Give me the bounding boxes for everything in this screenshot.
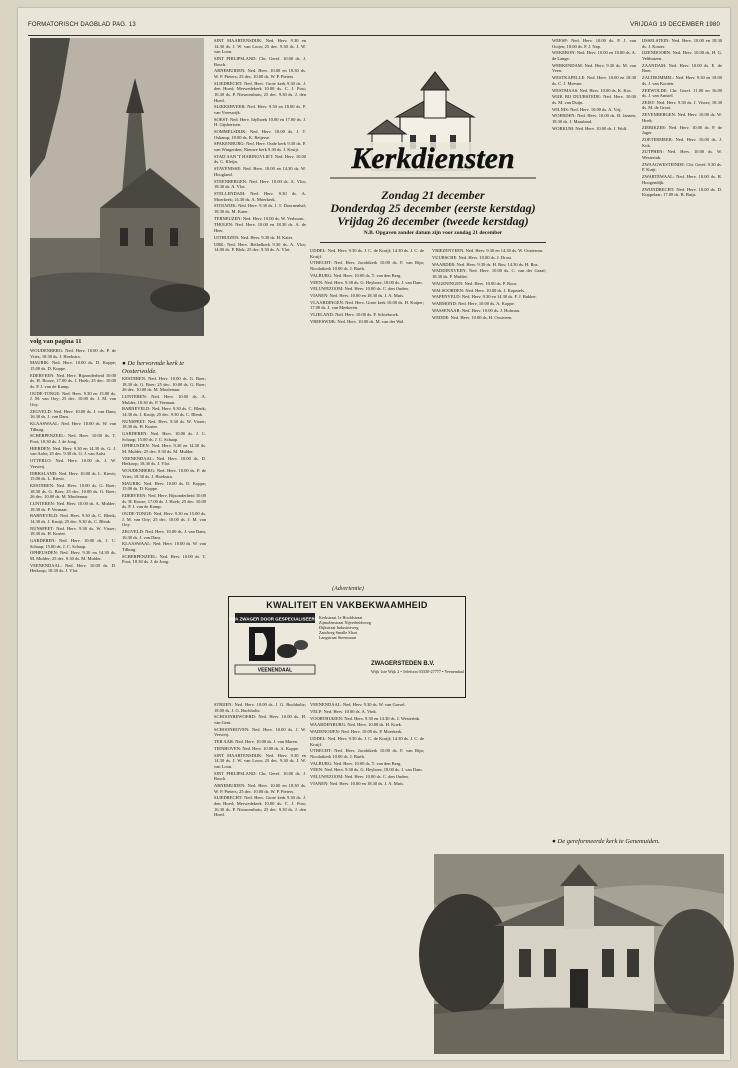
column-1-entry: ZEGVELD: Ned. Herv. 10.00 ds. J. van Dam; 16.30 ds. J. van Dam. xyxy=(30,408,116,420)
advertisement xyxy=(228,596,466,698)
column-1-entry: DIRKSLAND: Ned. Herv. 10.00 ds. L. Kievit; 15.00 ds. L. Kievit. xyxy=(30,470,116,482)
column-1-entry: SCHERPENZEEL: Ned. Herv. 10.00 ds. T. Poot; 18.30 ds. J. de Jong. xyxy=(30,433,116,445)
column-2b-entry: SINT PHILIPSLAND: Chr. Geref. 10.00 ds. J. Bosch. xyxy=(214,770,306,782)
left-photo-caption: ● De hervormde kerk te Oosterwolde. xyxy=(122,360,185,375)
column-3-entry: VLAARDINGEN: Ned. Herv. Grote kerk 10.00 ds. H. Kuiper; 17.00 ds. J. van Meekeren. xyxy=(310,299,424,311)
column-3b-entry: UTRECHT: Ned. Herv. Jacobikerk 10.00 ds. F. van Rijn; Nicolaikerk 10.00 ds. J. Barth. xyxy=(310,748,424,759)
column-1b-entry: KLAASWAAL: Ned. Herv. 10.00 ds. W. van Tilburg. xyxy=(122,541,206,552)
column-4-entry: VRIEZENVEEN: Ned. Herv. 9.30 en 14.30 ds. W. Oosterom. xyxy=(432,248,544,253)
column-1-entry: NUNSPEET: Ned. Herv. 9.30 ds. W. Visser; 18.30 ds. H. Koster. xyxy=(30,525,116,537)
ad-address-list xyxy=(319,615,461,640)
column-2-entry: SLIEDRECHT: Ned. Herv. Grote kerk 9.30 ds. J. den Hoed; Merwedekerk 10.00 ds. C. J. Post; 16.30 ds. P. Nieuwenhuis; 25 dec. 9.30 ds. J. den Hoed. xyxy=(214,80,306,103)
column-3-entry: VEEN: Ned. Herv. 9.30 ds. G. Heyboer; 18.00 ds. J. van Dam. xyxy=(310,279,423,285)
column-4-entry: VUURSCHE: Ned. Herv. 10.00 ds. J. Drost. xyxy=(432,254,512,260)
column-5-entry: WESTMAAS: Ned. Herv. 10.00 ds. K. Kos. xyxy=(552,87,632,93)
page-header xyxy=(28,22,720,34)
column-1-entry: VEENENDAAL: Ned. Herv. 10.00 ds. D. Heikoop; 18.30 ds. J. Vlot. xyxy=(30,562,116,574)
column-1-entry: OPHEUSDEN: Ned. Herv. 9.30 en 14.30 ds. M. Mulder; 25 dec. 9.30 ds. M. Mulder. xyxy=(30,550,116,561)
ad-shop-name: ZWAGERSTEDEN B.V. xyxy=(371,661,435,667)
column-3b-entry: VALBURG: Ned. Herv. 10.00 ds. T. van den Berg. xyxy=(310,760,402,766)
church-illustration-icon xyxy=(310,70,556,188)
column-4-entry: WAGENINGEN: Ned. Herv. 10.00 ds. P. Roos. xyxy=(432,280,518,286)
header-right: VRIJDAG 19 DECEMBER 1980 xyxy=(630,22,720,28)
column-1-entry: OTTERLO: Ned. Herv. 10.00 ds. J. W. Verweij. xyxy=(30,458,116,469)
column-4-entry: WEDDE: Ned. Herv. 10.00 ds. H. Oostveen. xyxy=(432,314,513,320)
column-6-entry: ZEEWOLDE: Chr. Geref. 11.00 en 16.00 ds. J. van Amstel. xyxy=(642,87,722,99)
ad-shop-address: Wijk 1ste Wijk 2 • Telefoon 03330-27777 • Veenendaal xyxy=(371,669,464,674)
column-2b-entry: TIENHOVEN: Ned. Herv. 10.00 ds. A. Koppe. xyxy=(214,745,299,751)
ad-address-line: Langstraat Steenstraat xyxy=(319,635,357,640)
column-1 xyxy=(30,348,116,1048)
column-1b-entry: WOUDENBERG: Ned. Herv. 10.00 ds. P. de Vries; 18.30 ds. J. Hoekstra. xyxy=(122,468,206,479)
column-5-entry: WESTKAPELLE: Ned. Herv. 10.00 en 18.30 ds. C. J. Meeuse. xyxy=(552,75,636,86)
column-1b-entry: OUDE-TONGE: Ned. Herv. 9.30 en 15.00 ds. J. M. van Ooy; 25 dec. 10.00 ds. J. M. van Ooy. xyxy=(122,510,206,528)
column-4-entry: WAARDER: Ned. Herv. 9.30 ds. H. Bos; 14.30 ds. H. Bos. xyxy=(432,261,539,267)
column-3b-entry: WAARDENBURG: Ned. Herv. 10.00 ds. H. Koek. xyxy=(310,722,402,728)
column-2-entry: SOEST: Ned. Herv. Idylhoek 10.00 en 17.00 ds. J. H. Gijsbertsen. xyxy=(214,116,306,128)
column-2b xyxy=(214,702,306,1052)
column-3-entry: VLIELAND: Ned. Herv. 10.00 ds. P. Schiebroek. xyxy=(310,312,399,318)
column-1b-entry: SCHERPENZEEL: Ned. Herv. 10.00 ds. T. Poot; 18.30 ds. J. de Jong. xyxy=(122,553,206,565)
column-6-entry: ZALTBOMMEL: Ned. Herv. 9.30 en 18.00 ds. J. van Kooten. xyxy=(642,75,722,86)
column-3-entry: VIANEN: Ned. Herv. 10.00 en 18.30 ds. J. A. Muis. xyxy=(310,293,405,299)
column-1-entry: KESTEREN: Ned. Herv. 10.00 ds. G. Boer; 18.30 ds. G. Boer; 25 dec. 10.00 ds. G. Boer; 26 dec. 10.00 ds. M. Moolenaar. xyxy=(30,482,116,500)
ad-address-line: Kerkstraat 1e Hoofdstraat xyxy=(319,615,363,620)
newspaper-page xyxy=(18,8,730,1060)
column-5-entry: WERKENDAM: Ned. Herv. 9.30 ds. M. van Veen. xyxy=(552,62,636,74)
column-5-entry: WEKERON: Ned. Herv. 10.00 en 18.00 ds. A. de Lange. xyxy=(552,50,636,61)
column-2-entry: TERNEUZEN: Ned. Herv. 10.00 ds. W. Verboom. xyxy=(214,215,305,221)
column-6-entry: ZIERIKZEE: Ned. Herv. 10.00 ds. P. de Jager. xyxy=(642,124,722,136)
right-photo-caption: ● De gereformeerde kerk te Genemuiden. xyxy=(552,838,660,845)
column-6-entry: ZWARTEWAAL: Ned. Herv. 10.00 ds. R. Hoogendijk. xyxy=(642,174,722,185)
column-2b-entry: TER AAR: Ned. Herv. 10.00 ds. J. van Maren. xyxy=(214,739,298,745)
column-3-entry: VREESWIJK: Ned. Herv. 10.00 ds. M. van der Wal. xyxy=(310,319,405,325)
column-2-entry: STELLENDAM: Ned. Herv. 9.30 ds. A. Moerkerk; 14.30 ds. A. Moerkerk. xyxy=(214,190,306,202)
column-1-entry: BARNEVELD: Ned. Herv. 9.30 ds. C. Blenk; 14.30 ds. J. Kruijt; 25 dec. 9.30 ds. C. Blenk. xyxy=(30,513,116,524)
column-2-entry: UITHUIZEN: Ned. Herv. 9.30 ds. H. Kater. xyxy=(214,234,293,240)
column-1-entry: WOUDENBERG: Ned. Herv. 10.00 ds. P. de Vries; 18.30 ds. J. Hoekstra. xyxy=(30,348,116,359)
ad-label: (Advertentie) xyxy=(332,586,364,592)
ad-logo-text: OPA ZWAGER DOOR GESPECIALISEERDE xyxy=(228,616,322,622)
column-2b-entry: SLIEDRECHT: Ned. Herv. Grote kerk 9.30 ds. J. den Hoed; Merwedekerk 10.00 ds. C. J. Post; 16.30 ds. P. Nieuwenhuis; 25 dec. 9.30 ds. J. den Hoed. xyxy=(214,795,306,818)
column-2-entry: SLIKKERVEER: Ned. Herv. 9.30 en 18.00 ds. P. van Vreeswijk. xyxy=(214,104,306,115)
column-2-entry: SINT MAARTENSDIJK: Ned. Herv. 9.30 en 14.30 ds. J. W. van Loon; 25 dec. 9.30 ds. J. W. van Loon. xyxy=(214,38,306,55)
column-6 xyxy=(642,38,722,838)
column-4 xyxy=(432,248,546,838)
column-1b-entry: LUNTEREN: Ned. Herv. 10.00 ds. A. Mulder; 18.30 ds. P. Vermaat. xyxy=(122,393,206,405)
masthead-date-2: Donderdag 25 december (eerste kerstdag) xyxy=(330,201,536,215)
column-6-entry: IJSSELSTEIN: Ned. Herv. 10.00 en 18.30 ds. J. Koster. xyxy=(642,38,722,49)
column-2-entry: STAD AAN 'T HARINGVLIET: Ned. Herv. 10.00 ds. C. Kleijn. xyxy=(214,153,306,165)
column-3b-entry: VELUWEZOOM: Ned. Herv. 10.00 ds. C. den Ouden. xyxy=(310,774,409,780)
column-1b-entry: NUNSPEET: Ned. Herv. 9.30 ds. W. Visser; 18.30 ds. H. Koster. xyxy=(122,418,206,430)
column-2-entry: SINT PHILIPSLAND: Chr. Geref. 10.00 ds. J. Bosch. xyxy=(214,55,306,67)
column-5-entry: WIJK BIJ DUURSTEDE: Ned. Herv. 10.00 ds. M. van Duijn. xyxy=(552,94,636,105)
column-1-entry: MAURIK: Ned. Herv. 10.00 ds. D. Koppe; 15.00 ds. D. Koppe. xyxy=(30,360,116,371)
column-1b-entry: BARNEVELD: Ned. Herv. 9.30 ds. C. Blenk; 14.30 ds. J. Kruijt; 25 dec. 9.30 ds. C. Blenk. xyxy=(122,406,206,417)
column-2-entry: URK: Ned. Herv. Bethelkerk 9.30 ds. A. Vlot; 14.00 ds. P. Blok; 25 dec. 9.30 ds. A. Vlot. xyxy=(214,241,306,253)
masthead-rule xyxy=(320,242,546,243)
column-1-entry: HIERDEN: Ned. Herv. 9.30 en 14.30 ds. G. J. van Aalst; 25 dec. 9.30 ds. G. J. van Aalst. xyxy=(30,445,116,457)
column-1-entry: EDERVEEN: Ned. Herv. Bijzonderheid 10.00 ds. H. Rooze, 17.00 ds. J. Hoek; 25 dec. 10.00 ds. P. J. van de Kamp. xyxy=(30,372,116,389)
column-6-entry: ZEIST: Ned. Herv. 9.30 ds. J. Visser; 18.30 ds. M. de Groot. xyxy=(642,99,722,111)
column-3b-entry: UDDEL: Ned. Herv. 9.30 ds. J. C. de Kruijf; 14.30 ds. J. C. de Kruijf. xyxy=(310,735,424,747)
column-2-entry: SPAKENBURG: Ned. Herv. Oude kerk 9.30 ds. P. van Wingerden; Nieuwe kerk 9.30 ds. J. Kruijt. xyxy=(214,141,306,152)
column-6-entry: ZUTPHEN: Ned. Herv. 10.00 ds. W. Westerink. xyxy=(642,149,722,160)
ad-logo-city: VEENENDAAL xyxy=(257,667,293,674)
column-1b xyxy=(122,376,206,1056)
church-photo-left xyxy=(30,38,204,336)
column-3-entry: UTRECHT: Ned. Herv. Jacobikerk 10.00 ds. F. van Rijn; Nicolaikerk 10.00 ds. J. Barth. xyxy=(310,260,424,271)
column-4-entry: WASSENAAR: Ned. Herv. 10.00 ds. J. Hofman. xyxy=(432,307,520,313)
column-1-entry: OUDE-TONGE: Ned. Herv. 9.30 en 15.00 ds. J. M. van Ooy; 25 dec. 10.00 ds. J. M. van Ooy. xyxy=(30,390,116,407)
ad-address-line: Dijkstraat Industrieweg xyxy=(319,625,359,630)
column-1b-entry: OPHEUSDEN: Ned. Herv. 9.30 en 14.30 ds. M. Mulder; 25 dec. 9.30 ds. M. Mulder. xyxy=(122,443,206,455)
ad-address-line: Zandweg Smalle Sloot xyxy=(319,630,358,635)
column-5 xyxy=(552,38,636,838)
column-6-entry: ZEVENBERGEN: Ned. Herv. 10.00 ds. W. Hoek. xyxy=(642,112,722,123)
column-3b-entry: WADENOIJEN: Ned. Herv. 10.00 ds. P. Moerkerk. xyxy=(310,729,403,735)
header-left: FORMATORISCH DAGBLAD PAG. 13 xyxy=(28,22,136,28)
column-2b-entry: SINT MAARTENSDIJK: Ned. Herv. 9.30 en 14.30 ds. J. W. van Loon; 25 dec. 9.30 ds. J. W. van Loon. xyxy=(214,752,306,769)
column-2-entry: STAVENISSE: Ned. Herv. 10.00 en 14.30 ds. W. Hoogland. xyxy=(214,166,306,177)
column-3b-entry: VOORTHUIZEN: Ned. Herv. 9.30 en 14.30 ds. J. Westerink. xyxy=(310,715,421,721)
header-rule xyxy=(28,35,720,36)
column-1b-entry: GARDEREN: Ned. Herv. 10.00 ds. J. C. Schaap; 15.00 ds. J. C. Schaap. xyxy=(122,431,206,442)
zwager-logo-icon xyxy=(228,613,322,687)
column-2b-entry: STRIJEN: Ned. Herv. 10.00 ds. J. G. Buchholtz; 18.00 ds. J. G. Buchholtz. xyxy=(214,702,306,713)
column-4-entry: WADDINXVEEN: Ned. Herv. 10.00 ds. C. van der Graaf; 18.30 ds. P. Mulder. xyxy=(432,268,546,279)
column-6-entry: ZAANDAM: Ned. Herv. 10.00 ds. E. de Boer. xyxy=(642,62,722,74)
column-5-entry: WORKUM: Ned. Herv. 10.00 ds. J. Wolf. xyxy=(552,125,628,131)
column-2b-entry: SCHOONHOVEN: Ned. Herv. 10.00 ds. J. W. Verweij. xyxy=(214,726,306,738)
column-3b-entry: VELP: Ned. Herv. 10.00 ds. A. Vink. xyxy=(310,708,377,714)
continued-label: volg van pagina 11 xyxy=(30,338,82,345)
ad-address-line: Zijmolenstraat Nijverheidsweg xyxy=(319,620,371,625)
column-2-entry: THOLEN: Ned. Herv. 10.00 en 18.30 ds. A. de Heer. xyxy=(214,222,306,234)
column-6-entry: ZWIJNDRECHT: Ned. Herv. 10.00 ds. D. Koppelaar; 17.00 ds. B. Buijs. xyxy=(642,186,722,198)
column-3-entry: VALBURG: Ned. Herv. 10.00 ds. T. van den Berg. xyxy=(310,272,402,278)
column-2-entry: STOLWIJK: Ned. Herv. 9.30 ds. J. T. Doornenbal; 18.30 ds. M. Kater. xyxy=(214,203,306,214)
column-3b-entry: VEEN: Ned. Herv. 9.30 ds. G. Heyboer; 18.00 ds. J. van Dam. xyxy=(310,767,423,773)
column-6-entry: ZWAAGWESTEINDE: Chr. Geref. 9.30 ds. P. Kuijt. xyxy=(642,161,722,173)
column-2b-entry: ARNEMUIDEN: Ned. Herv. 10.00 en 18.30 ds. W. P. Pieters; 25 dec. 10.00 ds. W. P. Pieters. xyxy=(214,783,306,794)
column-5-entry: WILNIS: Ned. Herv. 10.00 ds. A. Vrij. xyxy=(552,106,622,112)
column-4-entry: WAPENVELD: Ned. Herv. 9.30 en 14.30 ds. F. J. Bakker. xyxy=(432,294,537,300)
column-3-entry: VELUWEZOOM: Ned. Herv. 10.00 ds. C. den Ouden. xyxy=(310,286,409,292)
column-2-entry: ARNEMUIDEN: Ned. Herv. 10.00 en 18.30 ds. W. P. Pieters; 25 dec. 10.00 ds. W. P. Pieters. xyxy=(214,68,306,79)
masthead-title: Kerkdiensten xyxy=(351,142,515,175)
column-1b-entry: EDERVEEN: Ned. Herv. Bijzonderheid 10.00 ds. H. Rooze, 17.00 ds. J. Hoek; 25 dec. 10.00 ds. P. J. van de Kamp. xyxy=(122,492,206,510)
column-3b-entry: VEENENDAAL: Ned. Herv. 9.30 ds. W. van Gorsel. xyxy=(310,702,406,707)
column-1b-entry: KESTEREN: Ned. Herv. 10.00 ds. G. Boer; 18.30 ds. G. Boer; 25 dec. 10.00 ds. G. Boer; 26 dec. 10.00 ds. M. Moolenaar. xyxy=(122,376,206,393)
column-4-entry: WARMOND: Ned. Herv. 10.00 ds. A. Koppe. xyxy=(432,301,515,307)
masthead-date-1: Zondag 21 december xyxy=(381,188,485,202)
column-1b-entry: ZEGVELD: Ned. Herv. 10.00 ds. J. van Dam; 16.30 ds. J. van Dam. xyxy=(122,528,206,540)
kerkdiensten-masthead xyxy=(310,70,556,254)
column-5-entry: WOERDEN: Ned. Herv. 10.00 ds. B. Jansen; 18.30 ds. J. Maasland. xyxy=(552,113,636,125)
column-4-entry: WALSOORDEN: Ned. Herv. 10.00 ds. J. Kopmels. xyxy=(432,287,525,293)
ad-title: KWALITEIT EN VAKBEKWAAMHEID xyxy=(266,600,428,610)
column-2-entry: STEENBERGEN: Ned. Herv. 10.00 ds. A. Vlot; 18.30 ds. A. Vlot. xyxy=(214,178,306,190)
column-1b-entry: MAURIK: Ned. Herv. 10.00 ds. D. Koppe; 15.00 ds. D. Koppe. xyxy=(122,480,206,492)
column-3b-entry: VIANEN: Ned. Herv. 10.00 en 18.30 ds. J. A. Muis. xyxy=(310,781,405,786)
masthead-note: N.B. Opgaven zonder datum zijn voor zondag 21 december xyxy=(363,230,503,236)
column-3b xyxy=(310,702,424,1052)
column-2b-entry: SCHOONREWOERD: Ned. Herv. 10.00 ds. H. van Gent. xyxy=(214,714,306,725)
column-3-entry: UDDEL: Ned. Herv. 9.30 ds. J. C. de Kruijf; 14.30 ds. J. C. de Kruijf. xyxy=(310,248,424,259)
column-1-entry: GARDEREN: Ned. Herv. 10.00 ds. J. C. Schaap; 15.00 ds. J. C. Schaap. xyxy=(30,538,116,549)
column-1b-entry: VEENENDAAL: Ned. Herv. 10.00 ds. D. Heikoop; 18.30 ds. J. Vlot. xyxy=(122,455,206,467)
column-5-entry: WEESP: Ned. Herv. 10.00 ds. P. J. van Ooijen; 18.00 ds. P. J. Nap. xyxy=(552,38,636,49)
column-2-entry: SOMMELSDIJK: Ned. Herv. 10.00 ds. J. T. Oskamp; 18.00 ds. K. Reijerse. xyxy=(214,129,306,140)
column-6-entry: IJZENDOORN: Ned. Herv. 10.00 ds. H. G. Velthuizen. xyxy=(642,50,722,61)
column-1-entry: KLAASWAAL: Ned. Herv. 10.00 ds. W. van Tilburg. xyxy=(30,421,116,432)
masthead-date-3: Vrijdag 26 december (tweede kerstdag) xyxy=(337,214,529,228)
column-1-entry: LUNTEREN: Ned. Herv. 10.00 ds. A. Mulder; 18.30 ds. P. Vermaat. xyxy=(30,500,116,512)
column-2 xyxy=(214,38,306,586)
column-6-entry: ZOETERMEER: Ned. Herv. 10.00 ds. J. Kok. xyxy=(642,137,722,148)
church-photo-right xyxy=(434,854,724,1054)
column-3 xyxy=(310,248,424,584)
